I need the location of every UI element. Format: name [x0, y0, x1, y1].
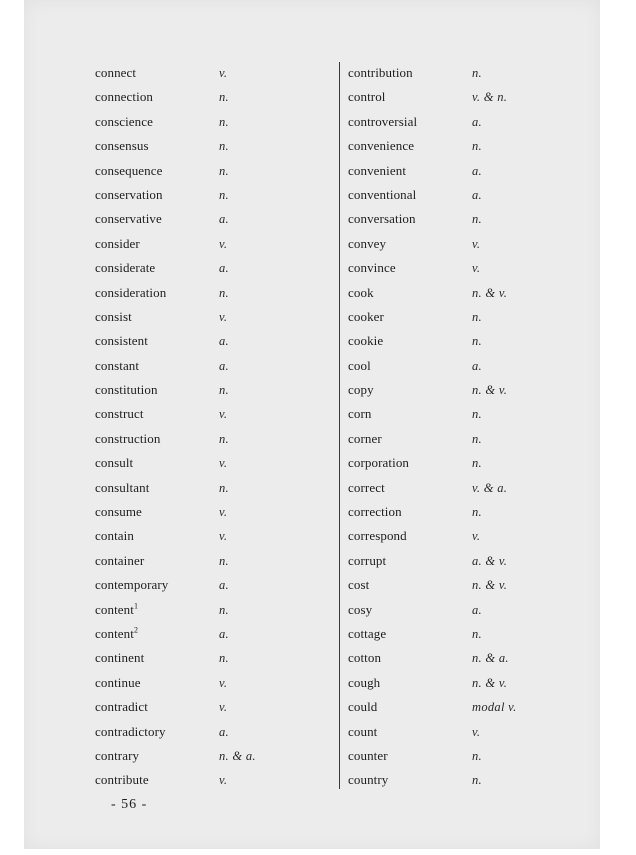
- word-entry: [95, 85, 256, 109]
- headword: [95, 232, 219, 256]
- headword: [348, 256, 472, 280]
- word-entry: [95, 524, 256, 548]
- headword-text: convenient: [348, 162, 407, 178]
- part-of-speech: v.: [219, 773, 228, 788]
- part-of-speech: a. & v.: [472, 553, 508, 568]
- part-of-speech: v.: [219, 700, 228, 715]
- headword-text: conversation: [348, 211, 416, 227]
- headword: [95, 573, 219, 597]
- part-of-speech: a.: [472, 358, 482, 373]
- part-of-speech: n. & v.: [472, 578, 508, 593]
- headword: [95, 183, 219, 207]
- headword: [95, 549, 219, 573]
- headword-text: consideration: [95, 284, 167, 300]
- headword: [348, 524, 472, 548]
- headword-text: contrary: [95, 747, 140, 763]
- headword-text: correction: [348, 504, 402, 520]
- word-entry: [95, 476, 256, 500]
- word-list-left-column: [95, 61, 256, 793]
- headword: [95, 427, 219, 451]
- part-of-speech: n.: [472, 407, 482, 422]
- headword: [95, 305, 219, 329]
- headword-text: contradict: [95, 699, 148, 715]
- headword-text: copy: [348, 382, 374, 398]
- headword: [95, 61, 219, 85]
- headword-text: construction: [95, 430, 161, 446]
- headword: [95, 159, 219, 183]
- headword-text: corporation: [348, 455, 410, 471]
- headword: [348, 549, 472, 573]
- part-of-speech: v. & a.: [472, 480, 508, 495]
- headword-text: container: [95, 552, 145, 568]
- headword: [95, 134, 219, 158]
- headword: [348, 207, 472, 231]
- headword-text: cottage: [348, 625, 387, 641]
- headword-text: considerate: [95, 260, 156, 276]
- headword: [348, 85, 472, 109]
- part-of-speech: n.: [472, 456, 482, 471]
- part-of-speech: v.: [472, 261, 481, 276]
- part-of-speech: v.: [472, 236, 481, 251]
- word-entry: [95, 768, 256, 792]
- headword: [95, 646, 219, 670]
- part-of-speech: n.: [219, 114, 229, 129]
- headword: [348, 329, 472, 353]
- headword-text: construct: [95, 406, 144, 422]
- word-entry: [95, 573, 256, 597]
- headword: [95, 622, 219, 646]
- part-of-speech: v.: [219, 529, 228, 544]
- headword-text: consume: [95, 504, 142, 520]
- headword: [348, 402, 472, 426]
- headword: [95, 598, 219, 622]
- part-of-speech: n.: [472, 626, 482, 641]
- word-entry: [348, 598, 517, 622]
- headword-text: conscience: [95, 113, 154, 129]
- word-entry: [95, 183, 256, 207]
- part-of-speech: n.: [472, 773, 482, 788]
- headword-text: conventional: [348, 186, 417, 202]
- word-entry: [95, 207, 256, 231]
- word-entry: [95, 378, 256, 402]
- headword-text: content: [95, 625, 134, 641]
- word-entry: [348, 427, 517, 451]
- headword-text: consequence: [95, 162, 163, 178]
- headword: [95, 281, 219, 305]
- headword-text: cook: [348, 284, 374, 300]
- word-entry: [95, 500, 256, 524]
- headword: [95, 768, 219, 792]
- headword: [95, 329, 219, 353]
- word-entry: [95, 451, 256, 475]
- headword-text: consist: [95, 308, 132, 324]
- part-of-speech: n.: [472, 334, 482, 349]
- headword: [95, 378, 219, 402]
- word-entry: [348, 500, 517, 524]
- headword-text: corrupt: [348, 552, 387, 568]
- headword: [348, 134, 472, 158]
- headword-text: contradictory: [95, 723, 166, 739]
- headword-text: corn: [348, 406, 372, 422]
- word-entry: [95, 232, 256, 256]
- word-entry: [348, 720, 517, 744]
- word-entry: [95, 549, 256, 573]
- headword-text: corner: [348, 430, 382, 446]
- word-entry: [95, 61, 256, 85]
- headword: [95, 85, 219, 109]
- part-of-speech: n.: [472, 66, 482, 80]
- word-entry: [95, 281, 256, 305]
- word-entry: [348, 695, 517, 719]
- word-entry: [95, 110, 256, 134]
- part-of-speech: n.: [472, 748, 482, 763]
- headword-text: controversial: [348, 113, 418, 129]
- part-of-speech: v.: [219, 407, 228, 422]
- headword: [348, 720, 472, 744]
- part-of-speech: a.: [472, 163, 482, 178]
- word-entry: [95, 671, 256, 695]
- part-of-speech: a.: [472, 187, 482, 202]
- headword: [348, 427, 472, 451]
- headword: [95, 524, 219, 548]
- headword: [348, 671, 472, 695]
- part-of-speech: n.: [219, 383, 229, 398]
- headword-text: connection: [95, 89, 154, 105]
- headword-text: conservation: [95, 186, 163, 202]
- headword-text: conservative: [95, 211, 162, 227]
- headword-text: cool: [348, 357, 371, 373]
- word-entry: [348, 476, 517, 500]
- headword: [348, 622, 472, 646]
- headword-text: cough: [348, 674, 381, 690]
- part-of-speech: n. & v.: [472, 383, 508, 398]
- word-list-right-column: [348, 61, 517, 793]
- part-of-speech: n.: [219, 187, 229, 202]
- headword: [95, 402, 219, 426]
- headword-text: convey: [348, 235, 387, 251]
- headword: [348, 159, 472, 183]
- headword-text: convenience: [348, 138, 415, 154]
- headword-text: consider: [95, 235, 140, 251]
- headword: [95, 744, 219, 768]
- word-entry: [348, 305, 517, 329]
- word-entry: [348, 402, 517, 426]
- part-of-speech: n.: [472, 431, 482, 446]
- word-entry: [348, 354, 517, 378]
- part-of-speech: a.: [219, 724, 229, 739]
- page-number: - 56 -: [111, 797, 148, 812]
- word-entry: [348, 110, 517, 134]
- part-of-speech: v. & n.: [472, 90, 508, 105]
- headword-text: control: [348, 89, 386, 105]
- headword-text: consistent: [95, 333, 148, 349]
- word-entry: [348, 281, 517, 305]
- homograph-number: 2: [133, 625, 139, 635]
- part-of-speech: n. & a.: [472, 651, 509, 666]
- headword: [348, 695, 472, 719]
- word-entry: [348, 207, 517, 231]
- headword: [348, 354, 472, 378]
- word-entry: [95, 622, 256, 646]
- headword: [348, 476, 472, 500]
- word-entry: [95, 427, 256, 451]
- part-of-speech: v.: [219, 236, 228, 251]
- part-of-speech: n.: [219, 163, 229, 178]
- headword-text: correct: [348, 479, 385, 495]
- headword-text: cookie: [348, 333, 384, 349]
- part-of-speech: n.: [472, 212, 482, 227]
- book-page: [24, 0, 600, 849]
- headword: [348, 451, 472, 475]
- headword: [348, 768, 472, 792]
- word-entry: [95, 402, 256, 426]
- part-of-speech: a.: [219, 212, 229, 227]
- part-of-speech: a.: [472, 114, 482, 129]
- word-entry: [95, 646, 256, 670]
- column-divider: [339, 62, 340, 789]
- word-entry: [348, 329, 517, 353]
- headword: [348, 646, 472, 670]
- headword-text: count: [348, 723, 378, 739]
- word-entry: [348, 232, 517, 256]
- part-of-speech: n. & v.: [472, 285, 508, 300]
- word-entry: [348, 159, 517, 183]
- word-entry: [348, 256, 517, 280]
- part-of-speech: v.: [219, 309, 228, 324]
- part-of-speech: n. & v.: [472, 675, 508, 690]
- headword-text: correspond: [348, 528, 407, 544]
- headword: [348, 378, 472, 402]
- headword-text: consultant: [95, 479, 150, 495]
- word-entry: [348, 744, 517, 768]
- word-entry: [348, 646, 517, 670]
- part-of-speech: n.: [472, 309, 482, 324]
- part-of-speech: n.: [219, 480, 229, 495]
- word-entry: [348, 573, 517, 597]
- part-of-speech: n.: [219, 431, 229, 446]
- headword-text: country: [348, 772, 389, 788]
- part-of-speech: v.: [219, 456, 228, 471]
- headword-text: counter: [348, 747, 388, 763]
- headword-text: contemporary: [95, 577, 169, 593]
- word-entry: [348, 378, 517, 402]
- word-entry: [348, 768, 517, 792]
- part-of-speech: n. & a.: [219, 748, 256, 763]
- part-of-speech: v.: [219, 675, 228, 690]
- part-of-speech: n.: [219, 651, 229, 666]
- part-of-speech: n.: [219, 139, 229, 154]
- part-of-speech: n.: [472, 139, 482, 154]
- part-of-speech: modal v.: [472, 700, 517, 715]
- part-of-speech: n.: [472, 505, 482, 520]
- headword: [348, 573, 472, 597]
- headword-text: consult: [95, 455, 134, 471]
- headword: [348, 305, 472, 329]
- word-entry: [348, 61, 517, 85]
- part-of-speech: n.: [219, 90, 229, 105]
- word-entry: [348, 85, 517, 109]
- word-entry: [348, 183, 517, 207]
- part-of-speech: v.: [472, 724, 481, 739]
- headword-text: convince: [348, 260, 396, 276]
- word-entry: [95, 720, 256, 744]
- word-entry: [95, 305, 256, 329]
- part-of-speech: v.: [219, 505, 228, 520]
- part-of-speech: a.: [472, 602, 482, 617]
- word-entry: [95, 695, 256, 719]
- word-entry: [348, 622, 517, 646]
- headword: [95, 256, 219, 280]
- word-entry: [95, 329, 256, 353]
- headword: [95, 500, 219, 524]
- headword-text: contribute: [95, 772, 149, 788]
- word-entry: [348, 549, 517, 573]
- word-entry: [95, 598, 256, 622]
- word-entry: [95, 744, 256, 768]
- headword-text: contribution: [348, 65, 413, 80]
- headword: [348, 232, 472, 256]
- part-of-speech: n.: [219, 602, 229, 617]
- word-entry: [95, 134, 256, 158]
- headword: [348, 281, 472, 305]
- headword-text: continue: [95, 674, 141, 690]
- headword: [95, 110, 219, 134]
- headword-text: cooker: [348, 308, 384, 324]
- homograph-number: 1: [133, 601, 139, 611]
- headword-text: cost: [348, 577, 370, 593]
- headword: [95, 476, 219, 500]
- word-entry: [348, 671, 517, 695]
- word-entry: [95, 159, 256, 183]
- headword: [348, 183, 472, 207]
- headword: [95, 207, 219, 231]
- part-of-speech: a.: [219, 261, 229, 276]
- part-of-speech: n.: [219, 553, 229, 568]
- part-of-speech: n.: [219, 285, 229, 300]
- headword: [95, 354, 219, 378]
- headword: [348, 61, 472, 85]
- headword: [95, 695, 219, 719]
- part-of-speech: a.: [219, 578, 229, 593]
- part-of-speech: a.: [219, 358, 229, 373]
- headword-text: constitution: [95, 382, 158, 398]
- word-entry: [348, 524, 517, 548]
- headword: [348, 744, 472, 768]
- part-of-speech: v.: [472, 529, 481, 544]
- word-entry: [348, 134, 517, 158]
- headword: [95, 720, 219, 744]
- word-entry: [348, 451, 517, 475]
- part-of-speech: a.: [219, 334, 229, 349]
- headword: [95, 671, 219, 695]
- part-of-speech: a.: [219, 626, 229, 641]
- headword: [348, 110, 472, 134]
- headword-text: cotton: [348, 650, 382, 666]
- headword-text: could: [348, 699, 378, 715]
- headword-text: contain: [95, 528, 134, 544]
- headword: [348, 500, 472, 524]
- part-of-speech: v.: [219, 66, 228, 80]
- headword-text: constant: [95, 357, 140, 373]
- headword-text: cosy: [348, 601, 373, 617]
- headword: [95, 451, 219, 475]
- headword-text: connect: [95, 65, 137, 80]
- word-entry: [95, 354, 256, 378]
- word-entry: [95, 256, 256, 280]
- headword-text: consensus: [95, 138, 149, 154]
- headword: [348, 598, 472, 622]
- headword-text: continent: [95, 650, 145, 666]
- headword-text: content: [95, 601, 134, 617]
